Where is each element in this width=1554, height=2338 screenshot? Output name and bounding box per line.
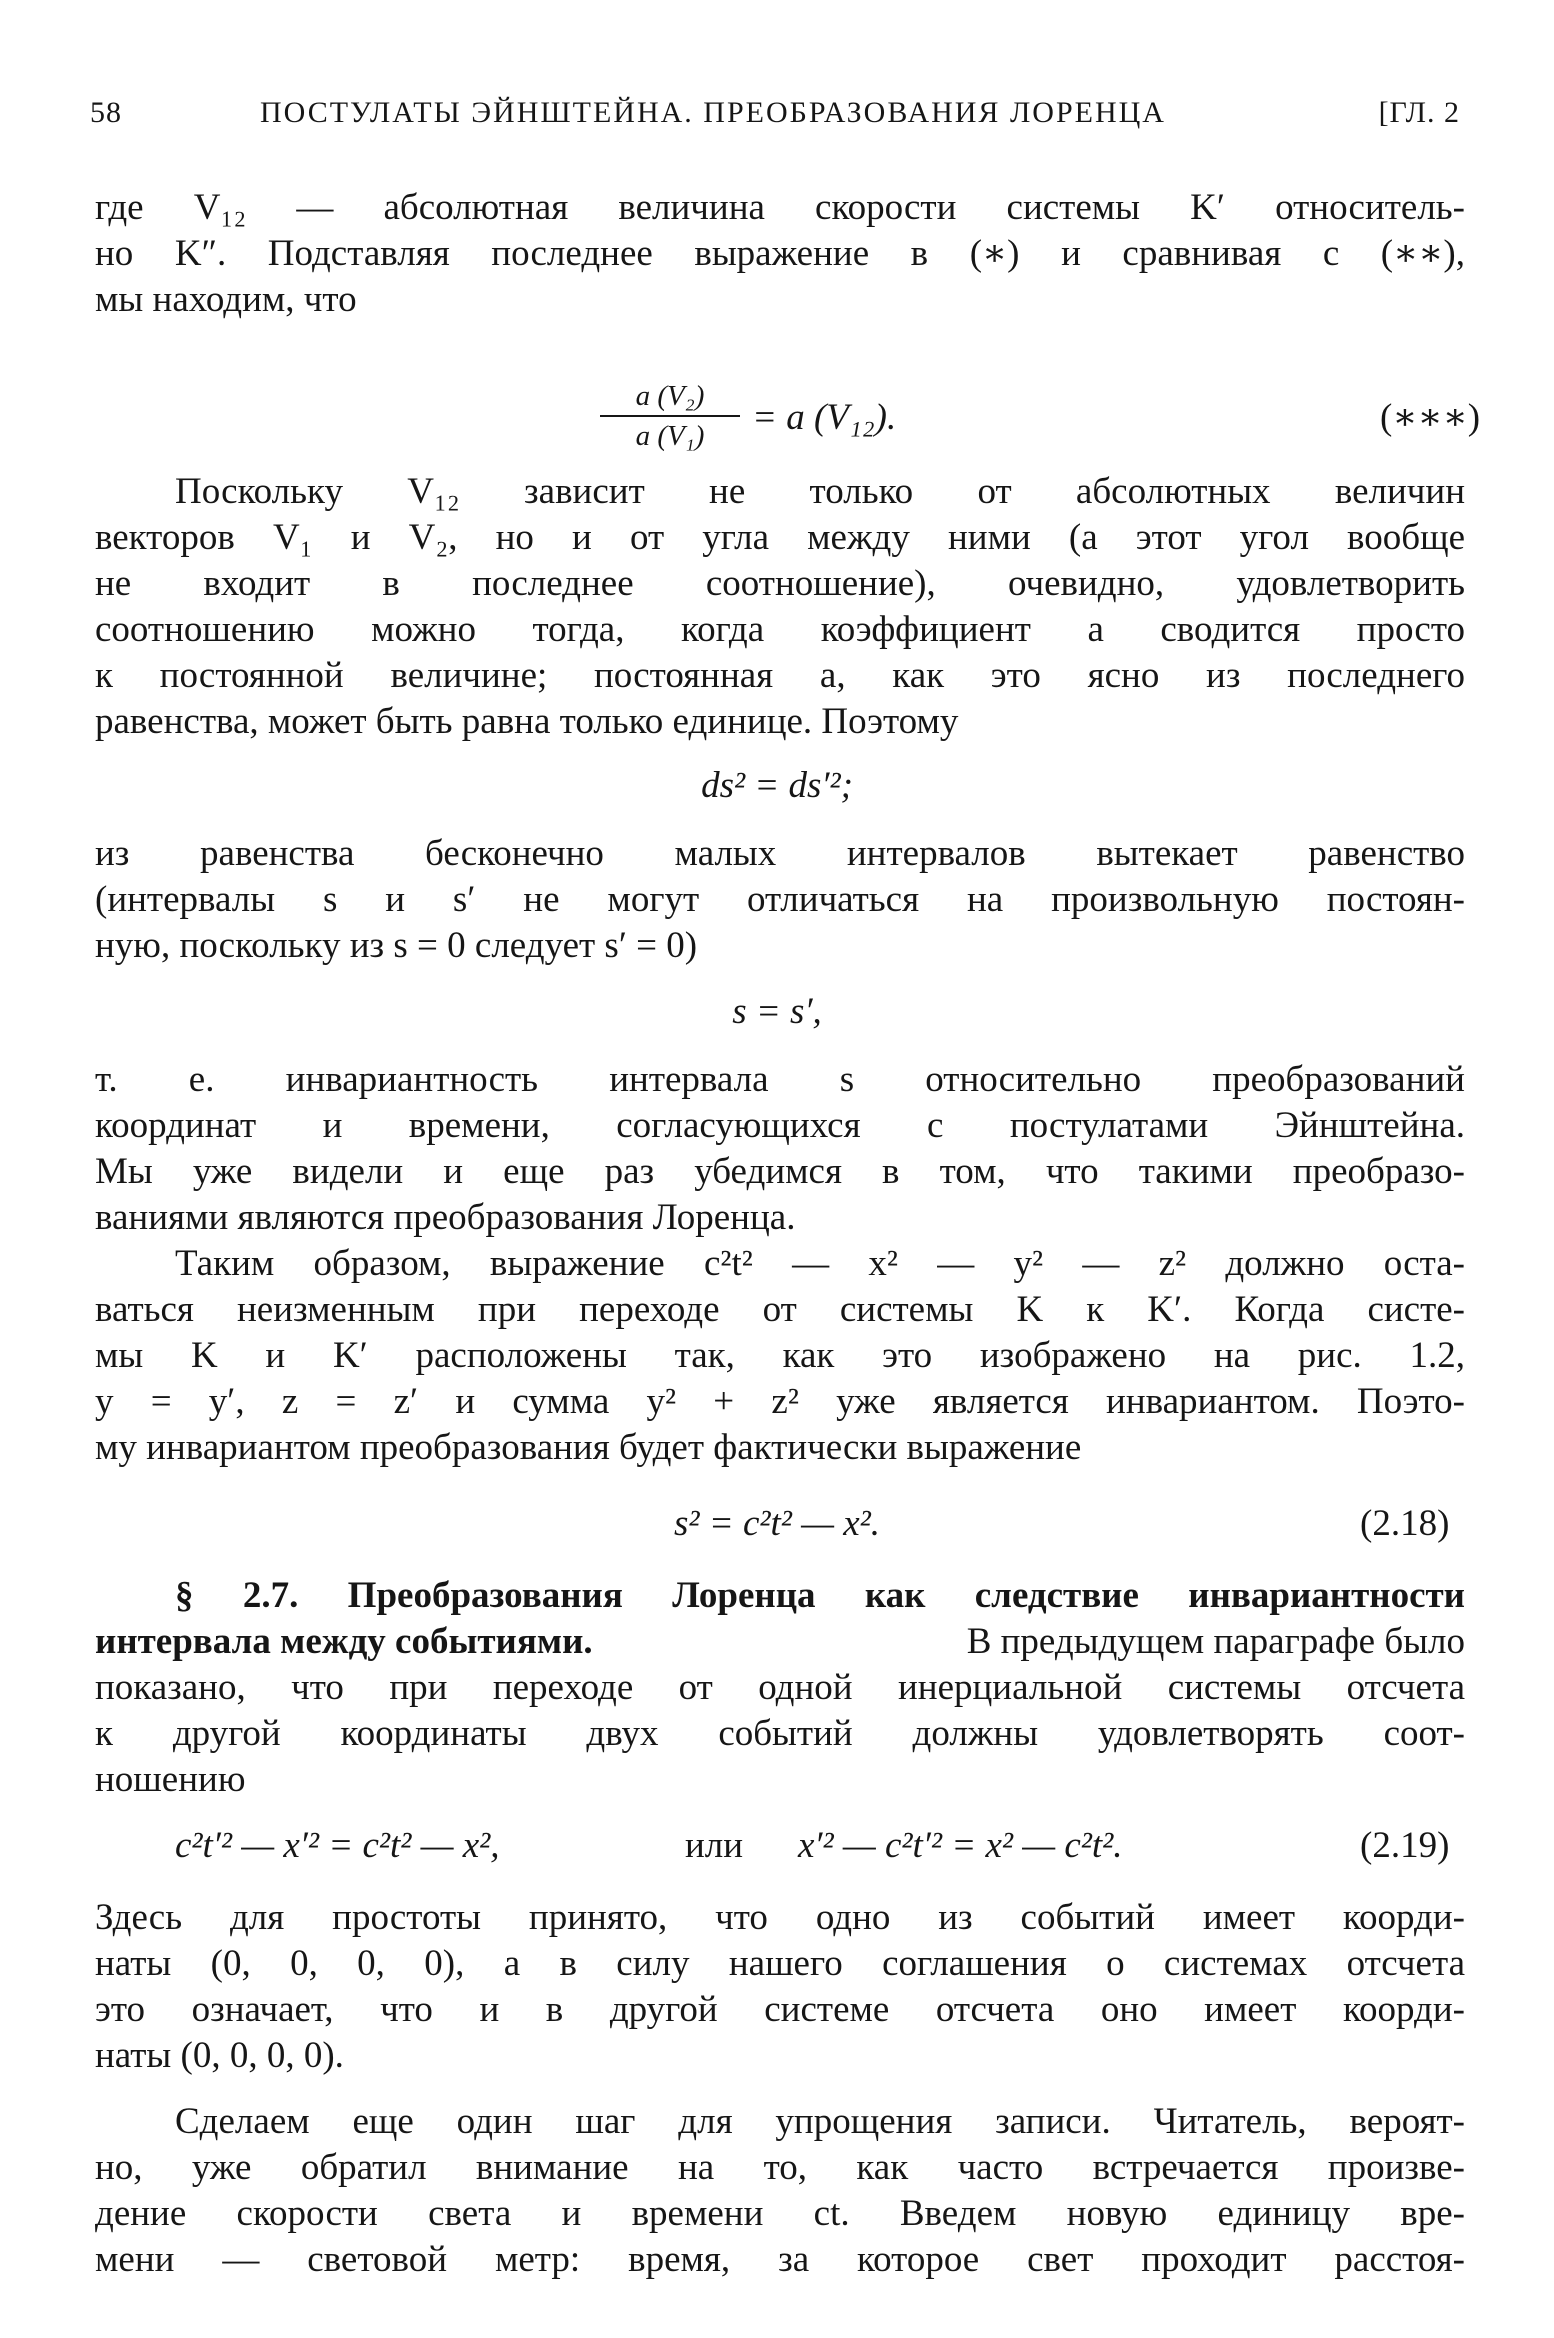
- running-title: ПОСТУЛАТЫ ЭЙНШТЕЙНА. ПРЕОБРАЗОВАНИЯ ЛОРЕНЦА: [260, 96, 1166, 129]
- text-line: ваниями являются преобразования Лоренца.: [95, 1197, 796, 1238]
- equation-s: s = s′,: [732, 991, 822, 1032]
- page-number: 58: [90, 96, 122, 129]
- text-line: соотношению можно тогда, когда коэффициент a сводится просто: [95, 609, 1465, 650]
- text-line: мы K и K′ расположены так, как это изображено на рис. 1.2,: [95, 1335, 1465, 1376]
- text-line: Сделаем еще один шаг для упрощения записи. Читатель, вероят-: [175, 2101, 1465, 2142]
- equation-label: (2.18): [1360, 1503, 1450, 1544]
- fraction-bar: [600, 415, 740, 417]
- text-line: Поскольку V₁₂ зависит не только от абсолютных величин: [175, 471, 1465, 512]
- text-line: ношению: [95, 1759, 246, 1800]
- text-line: это означает, что и в другой системе отсчета оно имеет коорди-: [95, 1989, 1465, 2030]
- text-line: где V₁₂ — абсолютная величина скорости системы K′ относитель-: [95, 187, 1465, 228]
- text-line: но, уже обратил внимание на то, как часто встречается произве-: [95, 2147, 1465, 2188]
- page-header: [90, 96, 1460, 140]
- text-line: Мы уже видели и еще раз убедимся в том, что такими преобразо-: [95, 1151, 1465, 1192]
- section-heading: § 2.7. Преобразования Лоренца как следствие инвариантности: [175, 1575, 1465, 1616]
- equation-2-19-left: c²t′² — x′² = c²t² — x²,: [175, 1825, 500, 1866]
- text-line: к другой координаты двух событий должны удовлетворять соот-: [95, 1713, 1465, 1754]
- text-line: не входит в последнее соотношение), очевидно, удовлетворить: [95, 563, 1465, 604]
- text-line: мы находим, что: [95, 279, 357, 320]
- text-line: равенства, может быть равна только единице. Поэтому: [95, 701, 959, 742]
- text-line: к постоянной величине; постоянная a, как это ясно из последнего: [95, 655, 1465, 696]
- equation-rhs: = a (V₁₂).: [752, 397, 897, 438]
- section-heading-continued: интервала между событиями.: [95, 1621, 593, 1662]
- equation-ds: ds² = ds′²;: [701, 765, 853, 806]
- fraction-denominator: a (V₁): [635, 420, 705, 452]
- text-line: дение скорости света и времени ct. Введем новую единицу вре-: [95, 2193, 1465, 2234]
- text-line: ную, поскольку из s = 0 следует s′ = 0): [95, 925, 698, 966]
- chapter-label: [ГЛ. 2: [1378, 96, 1460, 129]
- text-line: наты (0, 0, 0, 0).: [95, 2035, 344, 2076]
- text-line: ваться неизменным при переходе от системы K к K′. Когда систе-: [95, 1289, 1465, 1330]
- equation-label: (∗∗∗): [1380, 397, 1481, 438]
- equation-2-19-right: x′² — c²t′² = x² — c²t².: [798, 1825, 1123, 1866]
- text-line: мени — световой метр: время, за которое свет проходит расстоя-: [95, 2239, 1465, 2280]
- text-line: (интервалы s и s′ не могут отличаться на произвольную постоян-: [95, 879, 1465, 920]
- text-line: Таким образом, выражение c²t² — x² — y² — z² должно оста-: [175, 1243, 1465, 1284]
- fraction: [600, 378, 740, 454]
- text-line: т. е. инвариантность интервала s относительно преобразований: [95, 1059, 1465, 1100]
- text-line: Здесь для простоты принято, что одно из событий имеет коорди-: [95, 1897, 1465, 1938]
- text-line: но K″. Подставляя последнее выражение в (∗) и сравнивая с (∗∗),: [95, 233, 1465, 274]
- text-line: y = y′, z = z′ и сумма y² + z² уже является инвариантом. Поэто-: [95, 1381, 1465, 1422]
- text-line: [95, 1620, 1465, 1664]
- equation-2-19-or: или: [685, 1825, 744, 1866]
- fraction-numerator: a (V₂): [635, 380, 705, 412]
- text-line: наты (0, 0, 0, 0), а в силу нашего соглашения о системах отсчета: [95, 1943, 1465, 1984]
- equation-label: (2.19): [1360, 1825, 1450, 1866]
- section-text: В предыдущем параграфе было: [966, 1621, 1465, 1662]
- text-line: из равенства бесконечно малых интервалов вытекает равенство: [95, 833, 1465, 874]
- text-line: векторов V₁ и V₂, но и от угла между ними (а этот угол вообще: [95, 517, 1465, 558]
- text-line: му инвариантом преобразования будет фактически выражение: [95, 1427, 1082, 1468]
- text-line: показано, что при переходе от одной инерциальной системы отсчета: [95, 1667, 1465, 1708]
- text-line: координат и времени, согласующихся с постулатами Эйнштейна.: [95, 1105, 1465, 1146]
- equation-2-18: s² = c²t² — x².: [673, 1503, 880, 1544]
